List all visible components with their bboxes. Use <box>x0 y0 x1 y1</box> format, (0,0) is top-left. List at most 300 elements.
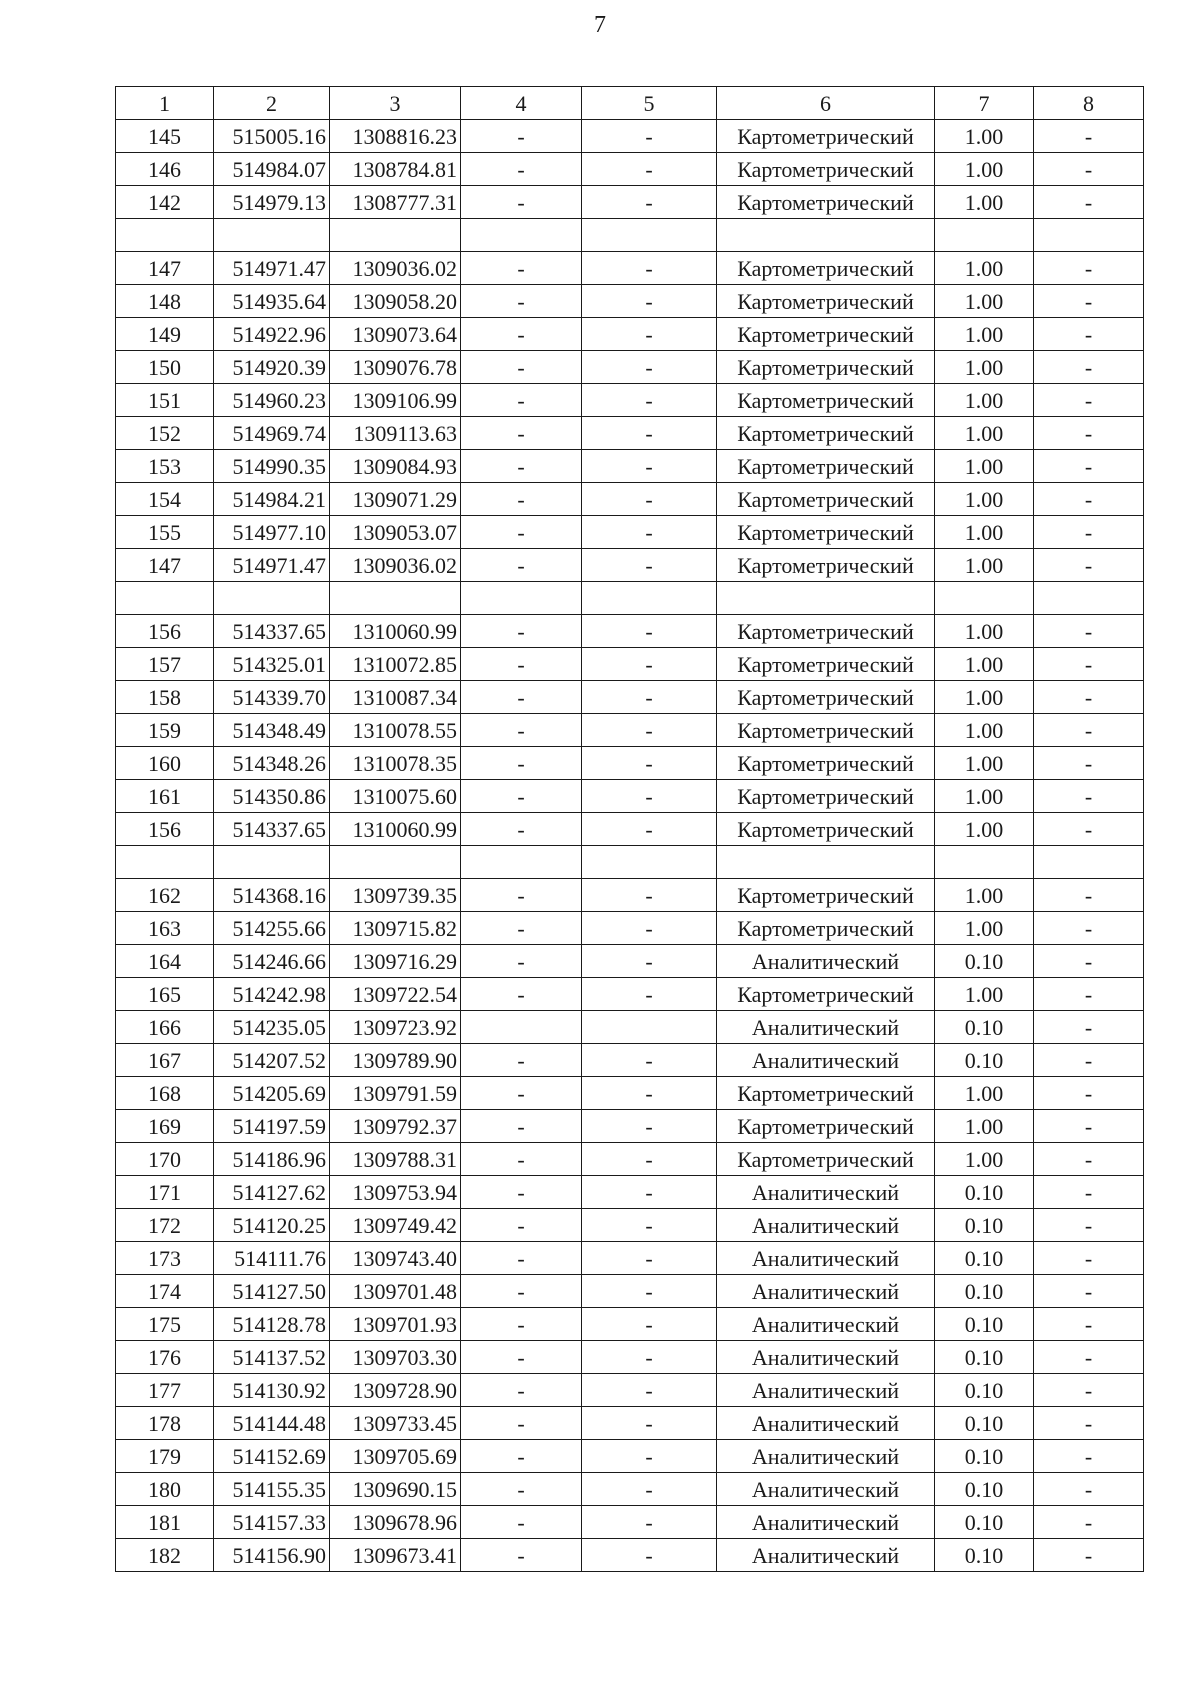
column-4-cell: - <box>461 879 582 912</box>
column-5-cell: - <box>582 285 717 318</box>
y-coordinate-cell: 1310060.99 <box>330 615 461 648</box>
table-body <box>116 120 1144 1572</box>
y-coordinate-cell: 1309036.02 <box>330 549 461 582</box>
accuracy-cell: 1.00 <box>935 516 1034 549</box>
method-cell: Картометрический <box>717 252 935 285</box>
x-coordinate-cell: 514197.59 <box>214 1110 330 1143</box>
column-5-cell: - <box>582 747 717 780</box>
x-coordinate-cell <box>214 846 330 879</box>
column-5-cell: - <box>582 1275 717 1308</box>
column-5-cell: - <box>582 813 717 846</box>
table-row <box>116 813 1144 846</box>
accuracy-cell: 1.00 <box>935 450 1034 483</box>
column-8-cell: - <box>1034 1011 1144 1044</box>
table-row <box>116 1242 1144 1275</box>
column-5-cell: - <box>582 120 717 153</box>
accuracy-cell: 1.00 <box>935 549 1034 582</box>
column-4-cell: - <box>461 153 582 186</box>
table-row <box>116 912 1144 945</box>
column-8-cell: - <box>1034 714 1144 747</box>
column-8-cell <box>1034 582 1144 615</box>
column-8-cell: - <box>1034 1110 1144 1143</box>
method-cell: Картометрический <box>717 681 935 714</box>
column-4-cell: - <box>461 120 582 153</box>
y-coordinate-cell: 1309703.30 <box>330 1341 461 1374</box>
method-cell: Картометрический <box>717 153 935 186</box>
accuracy-cell: 0.10 <box>935 1176 1034 1209</box>
column-header: 3 <box>330 87 461 120</box>
point-number-cell: 162 <box>116 879 214 912</box>
method-cell: Картометрический <box>717 1143 935 1176</box>
y-coordinate-cell: 1309723.92 <box>330 1011 461 1044</box>
accuracy-cell: 1.00 <box>935 285 1034 318</box>
column-5-cell: - <box>582 615 717 648</box>
column-8-cell: - <box>1034 285 1144 318</box>
table-row <box>116 1440 1144 1473</box>
column-header: 7 <box>935 87 1034 120</box>
accuracy-cell: 0.10 <box>935 1044 1034 1077</box>
point-number-cell: 158 <box>116 681 214 714</box>
column-8-cell: - <box>1034 945 1144 978</box>
point-number-cell: 174 <box>116 1275 214 1308</box>
point-number-cell <box>116 219 214 252</box>
method-cell: Картометрический <box>717 549 935 582</box>
y-coordinate-cell: 1309701.48 <box>330 1275 461 1308</box>
column-4-cell: - <box>461 1176 582 1209</box>
accuracy-cell: 0.10 <box>935 1341 1034 1374</box>
point-number-cell: 142 <box>116 186 214 219</box>
table-row <box>116 780 1144 813</box>
method-cell: Картометрический <box>717 978 935 1011</box>
column-8-cell: - <box>1034 1077 1144 1110</box>
column-4-cell: - <box>461 1506 582 1539</box>
page-number: 7 <box>594 12 606 38</box>
column-8-cell: - <box>1034 1044 1144 1077</box>
point-number-cell: 180 <box>116 1473 214 1506</box>
accuracy-cell: 1.00 <box>935 351 1034 384</box>
y-coordinate-cell <box>330 219 461 252</box>
column-8-cell: - <box>1034 1374 1144 1407</box>
point-number-cell: 151 <box>116 384 214 417</box>
column-4-cell: - <box>461 1143 582 1176</box>
column-8-cell: - <box>1034 1506 1144 1539</box>
column-8-cell: - <box>1034 1242 1144 1275</box>
table-row <box>116 1176 1144 1209</box>
column-4-cell: - <box>461 1374 582 1407</box>
table-row <box>116 1143 1144 1176</box>
y-coordinate-cell: 1310075.60 <box>330 780 461 813</box>
accuracy-cell: 1.00 <box>935 483 1034 516</box>
column-5-cell: - <box>582 978 717 1011</box>
point-number-cell: 146 <box>116 153 214 186</box>
x-coordinate-cell: 514960.23 <box>214 384 330 417</box>
point-number-cell: 163 <box>116 912 214 945</box>
column-5-cell <box>582 846 717 879</box>
column-5-cell: - <box>582 384 717 417</box>
accuracy-cell: 1.00 <box>935 879 1034 912</box>
y-coordinate-cell: 1310072.85 <box>330 648 461 681</box>
y-coordinate-cell: 1309749.42 <box>330 1209 461 1242</box>
table-row <box>116 549 1144 582</box>
column-header: 4 <box>461 87 582 120</box>
x-coordinate-cell: 514339.70 <box>214 681 330 714</box>
method-cell: Аналитический <box>717 1506 935 1539</box>
point-number-cell <box>116 846 214 879</box>
accuracy-cell: 0.10 <box>935 1209 1034 1242</box>
y-coordinate-cell: 1309715.82 <box>330 912 461 945</box>
y-coordinate-cell: 1309106.99 <box>330 384 461 417</box>
x-coordinate-cell: 514337.65 <box>214 615 330 648</box>
column-8-cell: - <box>1034 747 1144 780</box>
x-coordinate-cell: 514255.66 <box>214 912 330 945</box>
method-cell: Картометрический <box>717 780 935 813</box>
column-4-cell: - <box>461 1407 582 1440</box>
column-8-cell <box>1034 846 1144 879</box>
point-number-cell: 157 <box>116 648 214 681</box>
point-number-cell: 182 <box>116 1539 214 1572</box>
x-coordinate-cell: 514205.69 <box>214 1077 330 1110</box>
y-coordinate-cell: 1309722.54 <box>330 978 461 1011</box>
table-row <box>116 285 1144 318</box>
accuracy-cell: 1.00 <box>935 615 1034 648</box>
point-number-cell: 176 <box>116 1341 214 1374</box>
method-cell: Аналитический <box>717 1176 935 1209</box>
column-5-cell: - <box>582 483 717 516</box>
y-coordinate-cell: 1309113.63 <box>330 417 461 450</box>
y-coordinate-cell: 1309073.64 <box>330 318 461 351</box>
y-coordinate-cell <box>330 846 461 879</box>
column-5-cell: - <box>582 1176 717 1209</box>
column-4-cell: - <box>461 1341 582 1374</box>
point-number-cell: 152 <box>116 417 214 450</box>
accuracy-cell: 1.00 <box>935 1077 1034 1110</box>
y-coordinate-cell: 1309678.96 <box>330 1506 461 1539</box>
x-coordinate-cell <box>214 219 330 252</box>
point-number-cell: 177 <box>116 1374 214 1407</box>
column-5-cell: - <box>582 1242 717 1275</box>
accuracy-cell: 1.00 <box>935 252 1034 285</box>
x-coordinate-cell: 514969.74 <box>214 417 330 450</box>
table-row <box>116 186 1144 219</box>
x-coordinate-cell: 514348.49 <box>214 714 330 747</box>
accuracy-cell: 1.00 <box>935 153 1034 186</box>
point-number-cell: 179 <box>116 1440 214 1473</box>
method-cell: Картометрический <box>717 747 935 780</box>
column-5-cell: - <box>582 912 717 945</box>
method-cell: Аналитический <box>717 1275 935 1308</box>
column-5-cell: - <box>582 153 717 186</box>
method-cell: Картометрический <box>717 186 935 219</box>
column-5-cell: - <box>582 351 717 384</box>
point-number-cell: 175 <box>116 1308 214 1341</box>
column-4-cell: - <box>461 780 582 813</box>
method-cell: Аналитический <box>717 1011 935 1044</box>
method-cell: Картометрический <box>717 351 935 384</box>
y-coordinate-cell: 1309701.93 <box>330 1308 461 1341</box>
point-number-cell: 150 <box>116 351 214 384</box>
accuracy-cell: 1.00 <box>935 681 1034 714</box>
column-5-cell: - <box>582 450 717 483</box>
column-4-cell: - <box>461 417 582 450</box>
column-5-cell: - <box>582 681 717 714</box>
method-cell: Картометрический <box>717 450 935 483</box>
column-header: 2 <box>214 87 330 120</box>
column-8-cell: - <box>1034 1209 1144 1242</box>
table-row <box>116 351 1144 384</box>
x-coordinate-cell: 514984.21 <box>214 483 330 516</box>
accuracy-cell <box>935 846 1034 879</box>
column-4-cell: - <box>461 615 582 648</box>
column-4-cell: - <box>461 483 582 516</box>
x-coordinate-cell: 514350.86 <box>214 780 330 813</box>
point-number-cell: 161 <box>116 780 214 813</box>
method-cell: Аналитический <box>717 1209 935 1242</box>
point-number-cell: 145 <box>116 120 214 153</box>
column-4-cell: - <box>461 1308 582 1341</box>
column-5-cell: - <box>582 1341 717 1374</box>
column-5-cell: - <box>582 186 717 219</box>
accuracy-cell: 1.00 <box>935 912 1034 945</box>
table-row <box>116 1044 1144 1077</box>
table-row <box>116 1077 1144 1110</box>
y-coordinate-cell: 1309739.35 <box>330 879 461 912</box>
column-8-cell: - <box>1034 912 1144 945</box>
column-5-cell: - <box>582 780 717 813</box>
x-coordinate-cell: 514111.76 <box>214 1242 330 1275</box>
table-row <box>116 1506 1144 1539</box>
accuracy-cell: 1.00 <box>935 648 1034 681</box>
method-cell: Картометрический <box>717 813 935 846</box>
column-5-cell: - <box>582 714 717 747</box>
y-coordinate-cell: 1310060.99 <box>330 813 461 846</box>
column-8-cell: - <box>1034 417 1144 450</box>
column-4-cell <box>461 846 582 879</box>
method-cell: Аналитический <box>717 1374 935 1407</box>
table-row <box>116 681 1144 714</box>
column-5-cell: - <box>582 549 717 582</box>
accuracy-cell: 1.00 <box>935 1143 1034 1176</box>
point-number-cell: 153 <box>116 450 214 483</box>
column-4-cell: - <box>461 1242 582 1275</box>
column-header: 6 <box>717 87 935 120</box>
column-4-cell: - <box>461 945 582 978</box>
x-coordinate-cell: 514990.35 <box>214 450 330 483</box>
column-8-cell: - <box>1034 1440 1144 1473</box>
y-coordinate-cell: 1309716.29 <box>330 945 461 978</box>
column-header: 8 <box>1034 87 1144 120</box>
column-8-cell: - <box>1034 1176 1144 1209</box>
table-row <box>116 120 1144 153</box>
column-4-cell <box>461 1011 582 1044</box>
column-8-cell: - <box>1034 1341 1144 1374</box>
column-4-cell: - <box>461 318 582 351</box>
point-number-cell: 156 <box>116 615 214 648</box>
column-8-cell: - <box>1034 318 1144 351</box>
column-header: 5 <box>582 87 717 120</box>
point-number-cell: 167 <box>116 1044 214 1077</box>
method-cell: Картометрический <box>717 120 935 153</box>
table-row <box>116 747 1144 780</box>
column-5-cell <box>582 219 717 252</box>
column-5-cell <box>582 1011 717 1044</box>
column-5-cell: - <box>582 945 717 978</box>
column-4-cell <box>461 219 582 252</box>
column-8-cell: - <box>1034 1407 1144 1440</box>
method-cell: Картометрический <box>717 516 935 549</box>
column-8-cell: - <box>1034 1308 1144 1341</box>
y-coordinate-cell: 1309792.37 <box>330 1110 461 1143</box>
table-row <box>116 1473 1144 1506</box>
table-row <box>116 1539 1144 1572</box>
table-row <box>116 945 1144 978</box>
column-4-cell: - <box>461 1440 582 1473</box>
method-cell: Картометрический <box>717 879 935 912</box>
accuracy-cell <box>935 219 1034 252</box>
column-8-cell: - <box>1034 549 1144 582</box>
accuracy-cell: 1.00 <box>935 747 1034 780</box>
column-4-cell: - <box>461 1275 582 1308</box>
table-row <box>116 417 1144 450</box>
column-8-cell: - <box>1034 1275 1144 1308</box>
column-5-cell: - <box>582 1473 717 1506</box>
x-coordinate-cell: 514348.26 <box>214 747 330 780</box>
column-4-cell: - <box>461 747 582 780</box>
column-8-cell: - <box>1034 252 1144 285</box>
point-number-cell: 178 <box>116 1407 214 1440</box>
x-coordinate-cell: 514157.33 <box>214 1506 330 1539</box>
accuracy-cell: 1.00 <box>935 1110 1034 1143</box>
y-coordinate-cell: 1309728.90 <box>330 1374 461 1407</box>
column-8-cell: - <box>1034 120 1144 153</box>
column-4-cell: - <box>461 516 582 549</box>
accuracy-cell: 0.10 <box>935 1242 1034 1275</box>
point-number-cell: 170 <box>116 1143 214 1176</box>
column-8-cell: - <box>1034 516 1144 549</box>
column-5-cell: - <box>582 879 717 912</box>
column-5-cell: - <box>582 1506 717 1539</box>
column-4-cell: - <box>461 1110 582 1143</box>
accuracy-cell: 0.10 <box>935 1440 1034 1473</box>
y-coordinate-cell: 1308784.81 <box>330 153 461 186</box>
column-4-cell: - <box>461 813 582 846</box>
method-cell: Картометрический <box>717 1110 935 1143</box>
column-8-cell: - <box>1034 978 1144 1011</box>
x-coordinate-cell: 514127.50 <box>214 1275 330 1308</box>
column-4-cell: - <box>461 1473 582 1506</box>
column-8-cell: - <box>1034 483 1144 516</box>
column-8-cell: - <box>1034 1143 1144 1176</box>
accuracy-cell: 1.00 <box>935 384 1034 417</box>
table-row <box>116 1110 1144 1143</box>
point-number-cell: 160 <box>116 747 214 780</box>
x-coordinate-cell: 514971.47 <box>214 549 330 582</box>
x-coordinate-cell: 514922.96 <box>214 318 330 351</box>
table-row <box>116 1209 1144 1242</box>
column-8-cell <box>1034 219 1144 252</box>
accuracy-cell <box>935 582 1034 615</box>
table-row <box>116 384 1144 417</box>
method-cell: Картометрический <box>717 285 935 318</box>
table-separator-row <box>116 846 1144 879</box>
point-number-cell: 168 <box>116 1077 214 1110</box>
column-5-cell: - <box>582 252 717 285</box>
column-4-cell: - <box>461 648 582 681</box>
method-cell: Аналитический <box>717 1473 935 1506</box>
column-4-cell: - <box>461 186 582 219</box>
column-5-cell: - <box>582 1308 717 1341</box>
accuracy-cell: 0.10 <box>935 1374 1034 1407</box>
y-coordinate-cell: 1309071.29 <box>330 483 461 516</box>
column-5-cell: - <box>582 648 717 681</box>
x-coordinate-cell: 514186.96 <box>214 1143 330 1176</box>
column-5-cell: - <box>582 1077 717 1110</box>
x-coordinate-cell: 514337.65 <box>214 813 330 846</box>
method-cell: Картометрический <box>717 912 935 945</box>
accuracy-cell: 1.00 <box>935 714 1034 747</box>
table-header-row <box>116 87 1144 120</box>
column-4-cell: - <box>461 1539 582 1572</box>
y-coordinate-cell: 1309036.02 <box>330 252 461 285</box>
method-cell: Картометрический <box>717 483 935 516</box>
column-8-cell: - <box>1034 648 1144 681</box>
method-cell: Аналитический <box>717 945 935 978</box>
accuracy-cell: 1.00 <box>935 780 1034 813</box>
method-cell <box>717 219 935 252</box>
accuracy-cell: 0.10 <box>935 1539 1034 1572</box>
x-coordinate-cell: 514979.13 <box>214 186 330 219</box>
table-row <box>116 648 1144 681</box>
accuracy-cell: 1.00 <box>935 120 1034 153</box>
method-cell <box>717 582 935 615</box>
column-4-cell: - <box>461 681 582 714</box>
y-coordinate-cell: 1309733.45 <box>330 1407 461 1440</box>
point-number-cell: 165 <box>116 978 214 1011</box>
point-number-cell: 181 <box>116 1506 214 1539</box>
column-4-cell: - <box>461 384 582 417</box>
accuracy-cell: 0.10 <box>935 1011 1034 1044</box>
y-coordinate-cell: 1309753.94 <box>330 1176 461 1209</box>
accuracy-cell: 0.10 <box>935 945 1034 978</box>
y-coordinate-cell: 1309673.41 <box>330 1539 461 1572</box>
x-coordinate-cell: 514984.07 <box>214 153 330 186</box>
y-coordinate-cell: 1309791.59 <box>330 1077 461 1110</box>
x-coordinate-cell: 514130.92 <box>214 1374 330 1407</box>
table-row <box>116 615 1144 648</box>
y-coordinate-cell: 1310078.35 <box>330 747 461 780</box>
point-number-cell: 169 <box>116 1110 214 1143</box>
column-4-cell: - <box>461 1209 582 1242</box>
column-8-cell: - <box>1034 1539 1144 1572</box>
x-coordinate-cell: 514368.16 <box>214 879 330 912</box>
column-4-cell: - <box>461 549 582 582</box>
column-5-cell: - <box>582 1044 717 1077</box>
method-cell: Аналитический <box>717 1407 935 1440</box>
point-number-cell: 148 <box>116 285 214 318</box>
column-4-cell: - <box>461 252 582 285</box>
column-8-cell: - <box>1034 384 1144 417</box>
table-separator-row <box>116 219 1144 252</box>
table-row <box>116 1308 1144 1341</box>
y-coordinate-cell: 1309690.15 <box>330 1473 461 1506</box>
point-number-cell <box>116 582 214 615</box>
y-coordinate-cell: 1309743.40 <box>330 1242 461 1275</box>
column-5-cell: - <box>582 318 717 351</box>
method-cell: Картометрический <box>717 1077 935 1110</box>
column-8-cell: - <box>1034 615 1144 648</box>
point-number-cell: 156 <box>116 813 214 846</box>
accuracy-cell: 1.00 <box>935 417 1034 450</box>
column-4-cell: - <box>461 351 582 384</box>
